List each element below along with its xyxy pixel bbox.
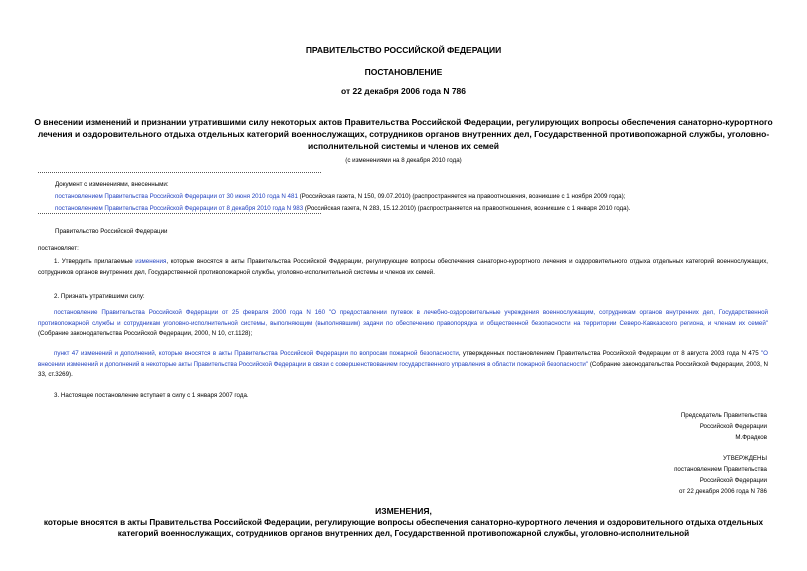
amendment-link[interactable]: постановлением Правительства Российской Федерации от 30 июня 2010 года N 481 xyxy=(55,193,298,200)
signature-name: М.Фрадков xyxy=(735,434,767,441)
changes-link[interactable]: изменения xyxy=(135,258,167,265)
approved-country: Российской Федерации xyxy=(699,477,767,484)
amendments-intro: Документ с изменениями, внесенными: xyxy=(55,181,169,188)
paragraph-5: 3. Настоящее постановление вступает в силу с 1 января 2007 года. xyxy=(54,392,249,399)
changes-subtitle: которые вносятся в акты Правительства Российской Федерации, регулирующие вопросы обеспечения санаторно-курортного лечения и оздоровительного отдыха отдельных категорий военнослужащих, сотрудников органов внутренних дел, Государственной противопожарной службы, уголовно-исполнительной xyxy=(43,518,764,538)
amendment-rest: (Российская газета, N 283, 15.12.2010) (распространяется на правоотношения, возникшие с 1 января 2010 года). xyxy=(303,205,631,212)
signature-country: Российской Федерации xyxy=(699,423,767,430)
approved-block xyxy=(547,453,767,497)
separator-bottom xyxy=(38,213,321,214)
resolution-475-link[interactable]: "О внесении изменений и дополнений в некоторые акты Правительства Российской Федерации в связи с совершенствованием государственного управления в области пожарной безопасности" xyxy=(38,350,768,368)
paragraph-3: постановление Правительства Российской Федерации от 25 февраля 2000 года N 160 "О предоставлении путевок в лечебно-оздоровительные учреждения военнослужащим, сотрудникам органов внутренних дел, Государственной противопожарной службы и сотрудникам уголовно-исполнительной системы, выполняющим (выполнявшим) задачи по обеспечению правопорядка и общественной безопасности на территории Северо-Кавказского региона, и членам их семей" (Собрание законодательства Российской Федерации, 2000, N 10, ст.1128); xyxy=(38,309,768,337)
paragraph-1: 1. Утвердить прилагаемые изменения, которые вносятся в акты Правительства Российской Федерации, регулирующие вопросы обеспечения санаторно-курортного лечения и оздоровительного отдыха отдельных категорий военнослужащих, сотрудников органов внутренних дел, Государственной противопожарной службы, уголовно-исполнительной системы и членов их семей. xyxy=(38,258,769,276)
issuer: Правительство Российской Федерации xyxy=(55,228,168,235)
government-heading: ПРАВИТЕЛЬСТВО РОССИЙСКОЙ ФЕДЕРАЦИИ xyxy=(305,45,502,55)
paragraph-4: пункт 47 изменений и дополнений, которые вносятся в акты Правительства Российской Федерации по вопросам пожарной безопасности, утвержденных постановлением Правительства Российской Федерации от 8 августа 2003 года N 475 "О внесении изменений и дополнений в некоторые акты Правительства Российской Федерации в связи с совершенствованием государственного управления в области пожарной безопасности" (Собрание законодательства Российской Федерации, 2003, N 33, ст.3269). xyxy=(38,350,768,378)
changes-title: ИЗМЕНЕНИЯ, xyxy=(375,506,432,516)
approved-by: постановлением Правительства xyxy=(674,466,767,473)
signature-block xyxy=(547,410,767,443)
doc-type-heading: ПОСТАНОВЛЕНИЕ xyxy=(364,67,443,77)
repealed-act-link[interactable]: постановление Правительства Российской Федерации от 25 февраля 2000 года N 160 "О предоставлении путевок в лечебно-оздоровительные учреждения военнослужащим, сотрудникам органов внутренних дел, Государственной противопожарной службы и сотрудникам уголовно-исполнительной системы, выполняющим (выполнявшим) задачи по обеспечению правопорядка и общественной безопасности на территории Северо-Кавказского региона, и членам их семей" xyxy=(38,309,768,327)
signature-position: Председатель Правительства xyxy=(680,412,767,419)
amendment-item xyxy=(55,191,795,203)
amendments-block xyxy=(55,179,795,215)
item-47-link[interactable]: пункт 47 изменений и дополнений, которые вносятся в акты Правительства Российской Федерации по вопросам пожарной безопасности xyxy=(54,350,459,357)
date-number-heading: от 22 декабря 2006 года N 786 xyxy=(340,86,467,96)
document-subject: О внесении изменений и признании утратившими силу некоторых актов Правительства Российской Федерации, регулирующих вопросы обеспечения санаторно-курортного лечения и оздоровительного отдыха отдельных категорий военнослужащих, сотрудников органов внутренних дел, Государственной противопожарной службы, уголовно-исполнительной системы и членов их семей xyxy=(34,117,773,151)
approved-date: от 22 декабря 2006 года N 786 xyxy=(679,488,767,495)
amendment-rest: (Российская газета, N 150, 09.07.2010) (распространяется на правоотношения, возникшие с 1 ноября 2009 года); xyxy=(297,193,626,200)
separator-top xyxy=(38,172,321,173)
amendment-note: (с изменениями на 8 декабря 2010 года) xyxy=(345,157,462,164)
amendment-link[interactable]: постановлением Правительства Российской Федерации от 8 декабря 2010 года N 983 xyxy=(55,205,304,212)
decides: постановляет: xyxy=(38,245,79,252)
paragraph-2: 2. Признать утратившими силу: xyxy=(54,293,145,300)
approved-label: УТВЕРЖДЕНЫ xyxy=(723,455,767,462)
